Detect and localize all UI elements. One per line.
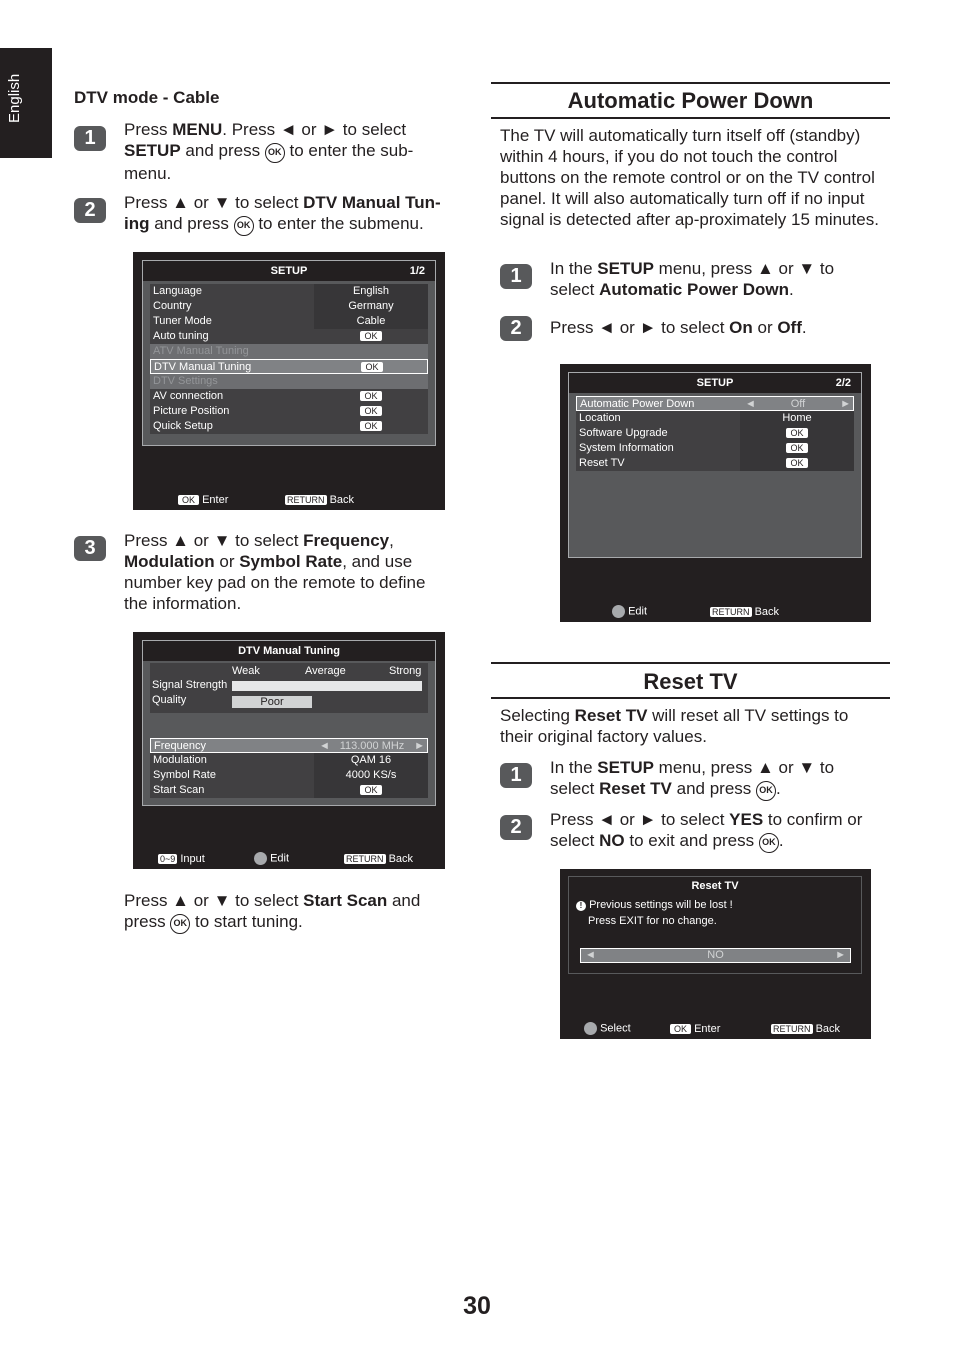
step-2-badge: 2	[74, 198, 106, 223]
scale-strong: Strong	[389, 665, 422, 677]
setup-screen-1	[133, 252, 445, 510]
setup-panel-1	[142, 260, 436, 446]
apd-step-1-text: In the SETUP menu, press ▲ or ▼ to select Automatic Power Down.	[550, 259, 835, 299]
reset-rule-top	[491, 662, 890, 664]
apd-step-1-badge: 1	[500, 264, 532, 289]
reset-body: Selecting Reset TV will reset all TV settings to their original factory values.	[500, 706, 849, 746]
ok-button-icon: OK	[234, 216, 254, 236]
menu-item-dtv-settings: DTV Settings	[150, 374, 428, 389]
setup-panel-2	[568, 372, 862, 558]
apd-title: Automatic Power Down	[567, 88, 814, 113]
footer-input: 0~9 Input	[160, 853, 205, 865]
reset-step-2-badge: 2	[500, 815, 532, 840]
signal-strength-label: Signal Strength	[152, 679, 228, 691]
tuning-item-modulation[interactable]: Modulation QAM 16	[153, 754, 392, 766]
ok-button-icon: OK	[265, 143, 285, 163]
warning-line-2: Press EXIT for no change.	[588, 915, 717, 927]
step-3-badge: 3	[74, 536, 106, 561]
footer-back: RETURN Back	[346, 853, 414, 865]
ok-button-icon: OK	[756, 781, 776, 801]
menu-item-quick-setup[interactable]: Quick Setup OK	[150, 419, 428, 434]
screen-page: 2/2	[835, 377, 851, 389]
scale-average: Average	[305, 665, 346, 677]
yes-no-selector[interactable]: ◄ NO ►	[580, 948, 851, 963]
nav-pad-icon	[254, 852, 267, 865]
footer-select: Select	[584, 1022, 631, 1035]
menu-item-dtv-manual-tuning[interactable]: DTV Manual Tuning OK	[150, 359, 428, 374]
step-2-text: Press ▲ or ▼ to select DTV Manual Tun-ing and press OK to enter the submenu.	[124, 192, 450, 236]
tuning-item-symbol-rate[interactable]: Symbol Rate 4000 KS/s	[153, 769, 397, 781]
screen-title: SETUP	[569, 373, 861, 393]
footer-edit: Edit	[612, 605, 647, 618]
menu-item-system-information[interactable]: System Information OK	[576, 441, 854, 456]
reset-title: Reset TV	[643, 669, 738, 694]
reset-tv-screen	[560, 869, 871, 1039]
dtv-cable-heading: DTV mode - Cable	[74, 88, 220, 107]
menu-item-auto-tuning[interactable]: Auto tuning OK	[150, 329, 428, 344]
quality-bar: Poor	[232, 696, 312, 708]
reset-step-1-badge: 1	[500, 763, 532, 788]
reset-rule-bottom	[491, 697, 890, 699]
apd-body: The TV will automatically turn itself off (standby) within 4 hours, if you do not touch the control buttons on the remote control or on the TV control panel. It will also automatically turn off if no input signal is detected after ap-proximately 15 minutes.	[500, 126, 879, 229]
footer-back: RETURN Back	[773, 1023, 841, 1035]
scale-weak: Weak	[232, 665, 260, 677]
menu-item-av-connection[interactable]: AV connection OK	[150, 389, 428, 404]
apd-rule-bottom	[491, 117, 890, 119]
setup-menu-list	[150, 284, 428, 434]
apd-step-2-badge: 2	[500, 316, 532, 341]
warning-line-1: ! Previous settings will be lost !	[576, 899, 733, 911]
step-1-badge: 1	[74, 126, 106, 151]
language-tab	[0, 48, 52, 158]
nav-pad-icon	[612, 605, 625, 618]
menu-item-atv-manual-tuning: ATV Manual Tuning	[150, 344, 428, 359]
ok-button-icon: OK	[170, 914, 190, 934]
step-1-text: Press MENU. Press ◄ or ► to select SETUP and press OK to enter the sub-menu.	[124, 120, 414, 183]
nav-pad-icon	[584, 1022, 597, 1035]
reset-dialog	[568, 876, 862, 974]
step-3-text: Press ▲ or ▼ to select Frequency, Modulation or Symbol Rate, and use number key pad on the remote to define the information.	[124, 531, 426, 613]
menu-item-tuner-mode[interactable]: Tuner Mode Cable	[153, 315, 386, 327]
footer-enter: OK Enter	[178, 494, 228, 506]
signal-strength-bar	[232, 681, 422, 691]
reset-step-2-text: Press ◄ or ► to select YES to confirm or select NO to exit and press OK .	[550, 809, 880, 853]
menu-item-language[interactable]: Language English	[153, 285, 390, 297]
quality-label: Quality	[152, 694, 187, 706]
footer-enter: OK Enter	[670, 1023, 720, 1035]
apd-rule-top	[491, 82, 890, 84]
apd-step-2-text: Press ◄ or ► to select On or Off.	[550, 318, 807, 337]
page-number: 30	[463, 1292, 491, 1320]
warning-icon: !	[576, 901, 586, 911]
screen-title: DTV Manual Tuning	[143, 641, 435, 661]
tuning-item-frequency[interactable]: Frequency ◄ 113.000 MHz ►	[150, 738, 428, 753]
setup-screen-2	[560, 364, 871, 622]
footer-back: RETURN Back	[287, 494, 355, 506]
screen-title: SETUP	[143, 261, 435, 281]
start-scan-text: Press ▲ or ▼ to select Start Scan and press OK to start tuning.	[124, 890, 448, 934]
tuning-item-start-scan[interactable]: Start Scan OK	[150, 783, 428, 798]
ok-button-icon: OK	[759, 833, 779, 853]
footer-edit: Edit	[254, 852, 289, 865]
language-tab-label: English	[6, 73, 23, 123]
dtv-manual-tuning-screen	[133, 632, 445, 869]
menu-item-picture-position[interactable]: Picture Position OK	[150, 404, 428, 419]
menu-item-automatic-power-down[interactable]: Automatic Power Down ◄ Off ►	[576, 396, 854, 411]
dtv-tuning-panel	[142, 640, 436, 806]
menu-item-location[interactable]: Location Home	[579, 412, 812, 424]
menu-item-country[interactable]: Country Germany	[153, 300, 394, 312]
footer-back: RETURN Back	[712, 606, 780, 618]
menu-item-reset-tv[interactable]: Reset TV OK	[576, 456, 854, 471]
menu-item-software-upgrade[interactable]: Software Upgrade OK	[576, 426, 854, 441]
screen-page: 1/2	[409, 265, 425, 277]
reset-step-1-text: In the SETUP menu, press ▲ or ▼ to select Reset TV and press OK .	[550, 757, 880, 801]
screen-title: Reset TV	[691, 880, 739, 892]
